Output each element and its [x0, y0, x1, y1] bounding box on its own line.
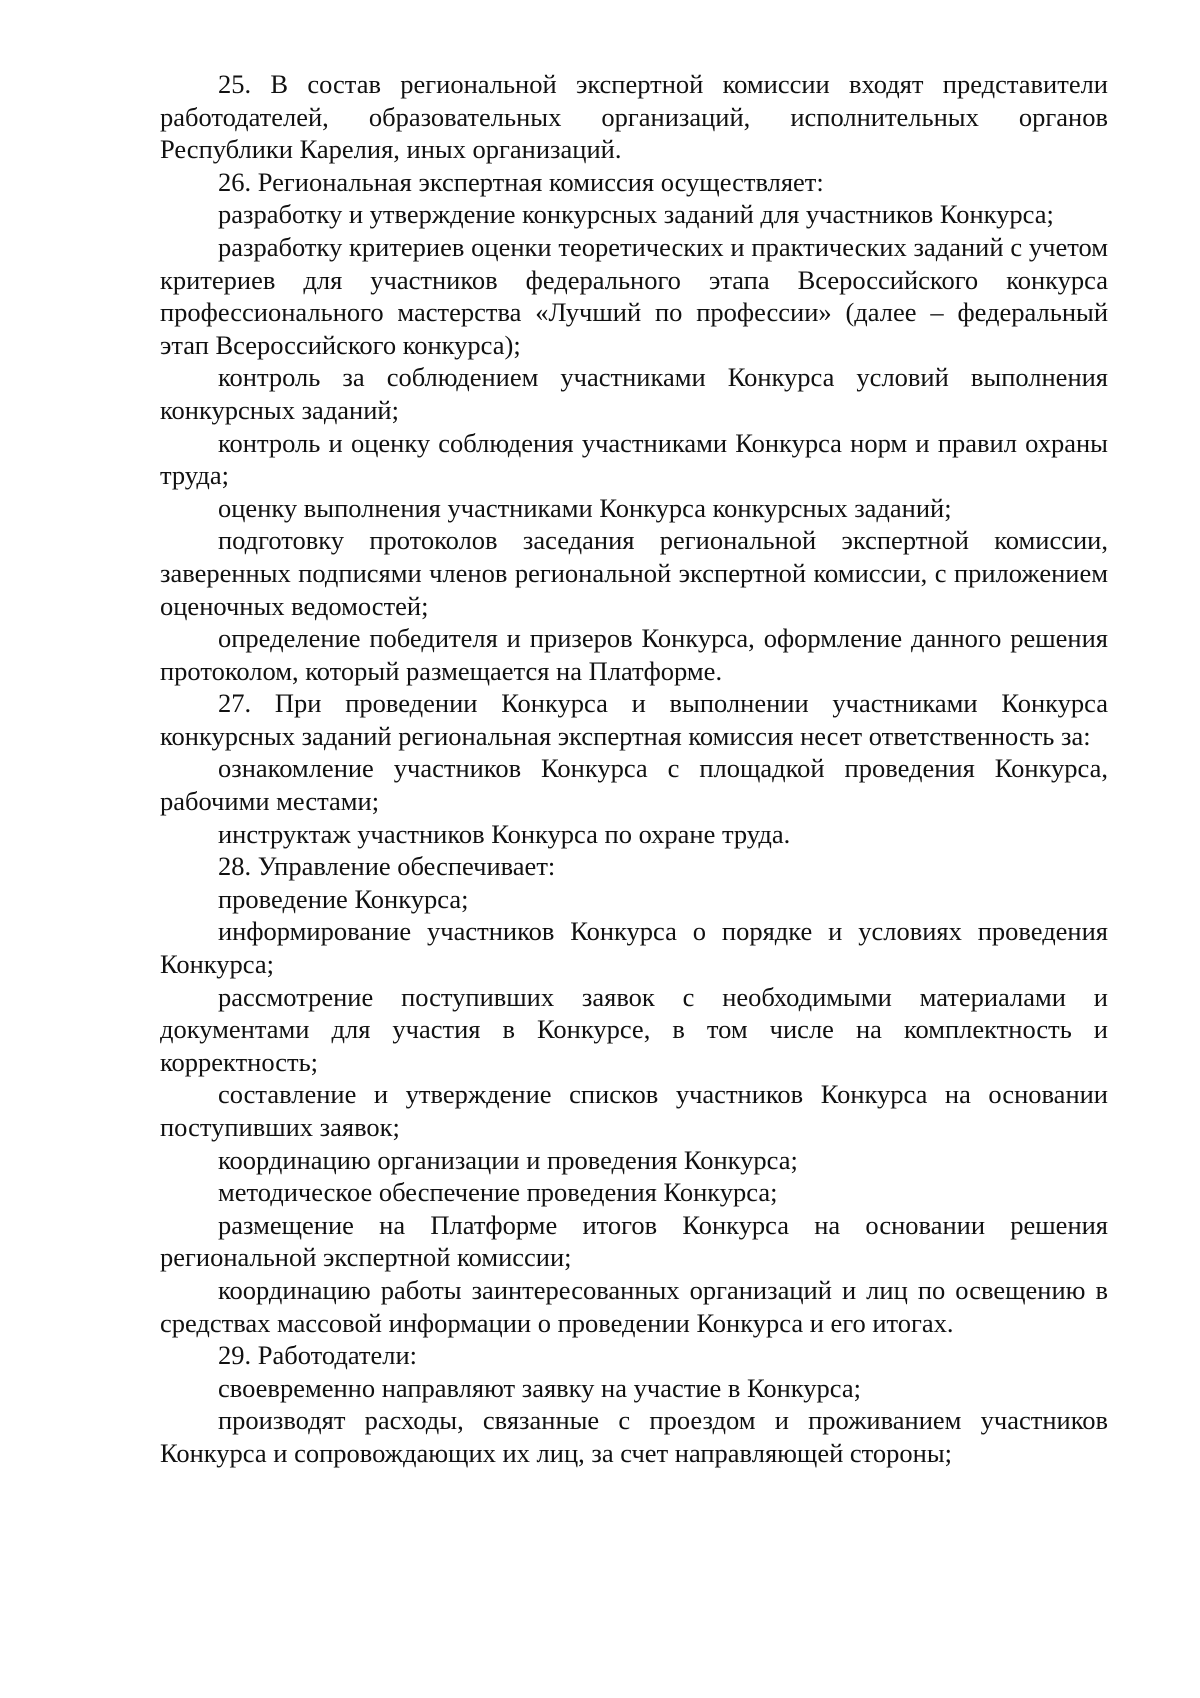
paragraph-26-heading: 26. Региональная экспертная комиссия осуществляет:: [218, 166, 824, 197]
list-item: производят расходы, связанные с проездом и проживанием участников Конкурса и сопровождающих их лиц, за счет направляющей стороны;: [160, 1405, 1108, 1468]
list-item: координацию работы заинтересованных организаций и лиц по освещению в средствах массовой информации о проведении Конкурса и его итогах.: [160, 1274, 1108, 1338]
list-item: проведение Конкурса;: [218, 883, 469, 914]
list-item: контроль и оценку соблюдения участниками Конкурса норм и правил охраны труда;: [160, 427, 1108, 491]
list-item: методическое обеспечение проведения Конкурса;: [218, 1177, 778, 1208]
paragraph-27: 27. При проведении Конкурса и выполнении участниками Конкурса конкурсных заданий региональная экспертная комиссия несет ответственность за:: [160, 688, 1108, 751]
list-item: ознакомление участников Конкурса с площадкой проведения Конкурса, рабочими местами;: [160, 753, 1108, 817]
list-item: оценку выполнения участниками Конкурса конкурсных заданий;: [218, 492, 952, 523]
paragraph-29-heading: 29. Работодатели:: [218, 1340, 418, 1371]
paragraph-28-heading: 28. Управление обеспечивает:: [218, 851, 556, 882]
list-item: разработку и утверждение конкурсных заданий для участников Конкурса;: [218, 199, 1054, 230]
document-body: [160, 68, 1108, 1470]
list-item: контроль за соблюдением участниками Конкурса условий выполнения конкурсных заданий;: [160, 362, 1108, 425]
list-item: составление и утверждение списков участников Конкурса на основании поступивших заявок;: [160, 1079, 1108, 1142]
list-item: размещение на Платформе итогов Конкурса на основании решения региональной экспертной комиссии;: [160, 1209, 1108, 1273]
list-item: разработку критериев оценки теоретических и практических заданий с учетом критериев для участников федерального этапа Всероссийского конкурса профессионального мастерства «Лучший по профессии» (далее – федеральный этап Всероссийского конкурса);: [160, 231, 1108, 360]
list-item: подготовку протоколов заседания региональной экспертной комиссии, заверенных подписями членов региональной экспертной комиссии, с приложением оценочных ведомостей;: [160, 525, 1108, 621]
list-item: определение победителя и призеров Конкурса, оформление данного решения протоколом, который размещается на Платформе.: [160, 623, 1108, 686]
list-item: инструктаж участников Конкурса по охране труда.: [218, 818, 791, 849]
list-item: своевременно направляют заявку на участие в Конкурса;: [218, 1372, 862, 1403]
list-item: информирование участников Конкурса о порядке и условиях проведения Конкурса;: [160, 916, 1108, 980]
list-item: рассмотрение поступивших заявок с необходимыми материалами и документами для участия в Конкурсе, в том числе на комплектность и корректность;: [160, 981, 1108, 1077]
paragraph-25: 25. В состав региональной экспертной комиссии входят представители работодателей, образовательных организаций, исполнительных органов Республики Карелия, иных организаций.: [160, 69, 1108, 165]
list-item: координацию организации и проведения Конкурса;: [218, 1144, 798, 1175]
